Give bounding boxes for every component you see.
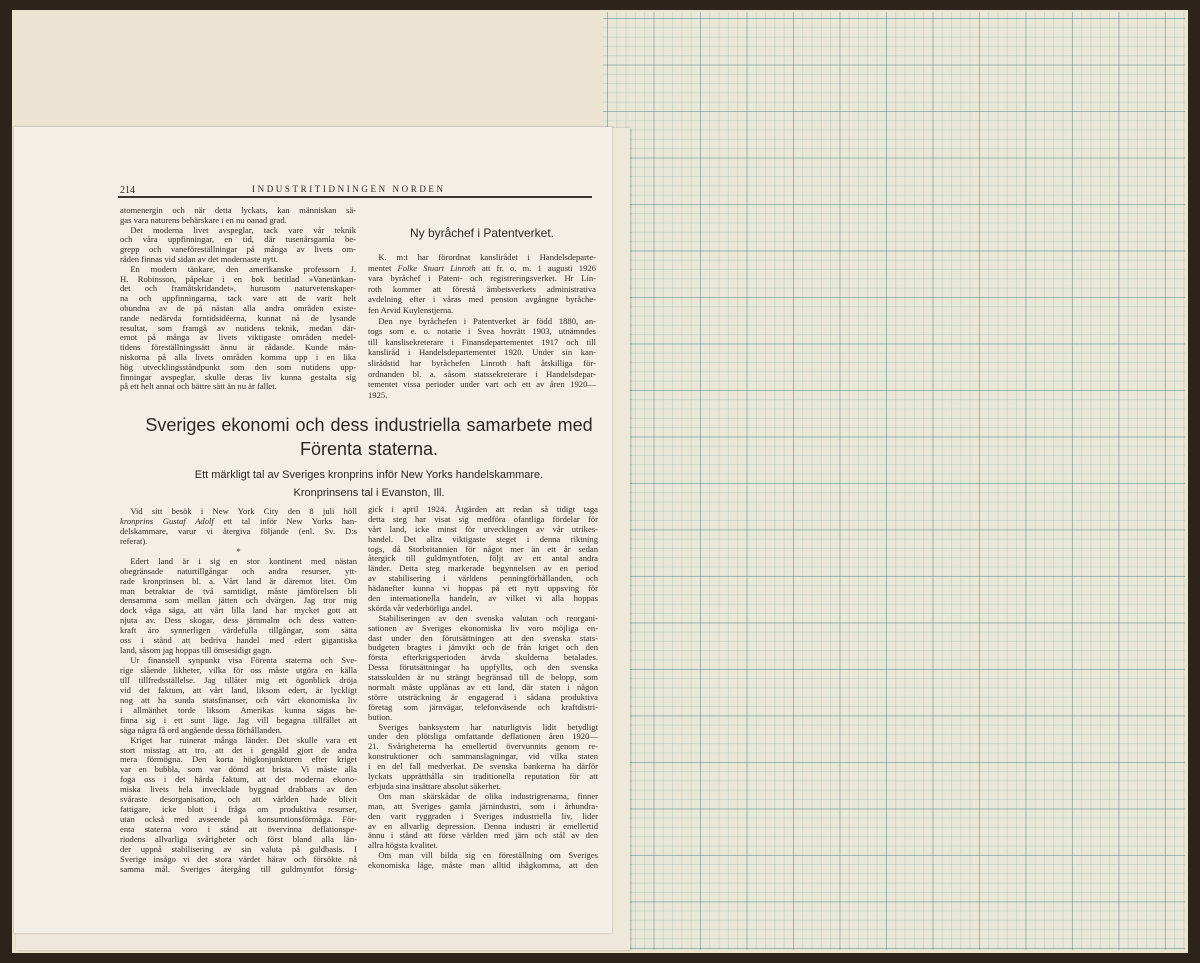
text-line: allra högsta kvalitet. bbox=[368, 840, 438, 851]
text-line: gas vara naturens behärskare i en nu oanad grad. bbox=[120, 214, 287, 225]
article-subtitle bbox=[140, 466, 598, 502]
text-line: hädanefter kunna vi hoppas på ett nytt uppsving för bbox=[368, 583, 598, 594]
article-left-column bbox=[120, 507, 357, 875]
text-line: erbjuda sina insättare absolut säkerhet. bbox=[368, 780, 501, 791]
text-line: handel. Det allra viktigaste steget i denna riktning bbox=[368, 533, 598, 544]
paragraph bbox=[368, 505, 598, 614]
text-line: gick i april 1924. Åtgärden att redan så tidigt taga bbox=[368, 504, 598, 514]
text-line: i en del fall medverkat. De svenska bankerna ha därför bbox=[368, 761, 598, 772]
text-line: resultat, som framgå av nutidens teknik, medan där- bbox=[120, 322, 356, 333]
text-line: man betraktar de två samtidigt, måste jämförelsen bli bbox=[120, 585, 357, 596]
text-line: 21. Svårigheterna ha emellertid övervunnits genom re- bbox=[368, 741, 598, 752]
paragraph bbox=[120, 226, 356, 265]
article-right-column bbox=[368, 505, 598, 871]
paragraph bbox=[368, 316, 596, 401]
text-line: K. m:t har förordnat kanslirådet i Handelsdeparte- bbox=[378, 252, 596, 262]
text-line: återgick till guldmyntfoten, följt av ett antal andra bbox=[368, 553, 598, 564]
paragraph bbox=[368, 723, 598, 792]
text-line: Det moderna livet avspeglar, tack vare vår teknik bbox=[130, 224, 356, 235]
text-line: kraft äro synnerligen värdefulla tillgångar, som sätta bbox=[120, 625, 357, 636]
text-line: fen Arvid Kuylenstjerna. bbox=[368, 304, 454, 315]
text-line: sationen av Sveriges ekonomiska liv voro möjliga en- bbox=[368, 622, 598, 633]
text-run: ett tal inför New Yorks han- bbox=[213, 515, 357, 526]
text-line: Stabiliseringen av den svenska valutan och reorgani- bbox=[378, 612, 598, 623]
text-line: vårt land, icke minst för utvecklingen av vår utrikes- bbox=[368, 523, 598, 534]
text-line: na och uppfinningarna, tack vare att de varit helt bbox=[120, 293, 356, 304]
text-line: Kriget har ruinerat många länder. Det skulle vara ett bbox=[130, 734, 357, 745]
text-line: tementet vissa perioder under vart och ett av åren 1920— bbox=[368, 379, 596, 390]
paragraph bbox=[120, 557, 357, 656]
text-line: obegränsade naturtillgångar och andra resurser, ytt- bbox=[120, 565, 357, 576]
text-line: riodens allvarliga svårigheter och först bland alla län- bbox=[120, 833, 357, 844]
text-line: land, såsom jag hoppas till ömsesidigt gagn. bbox=[120, 645, 272, 656]
text-line: av en allvarlig depression. Denna industri är emellertid bbox=[368, 820, 598, 831]
article-title-line: Sveriges ekonomi och dess industriella samarbete med bbox=[145, 415, 593, 435]
text-line: atomenergin och när detta lyckats, kan människan sä- bbox=[120, 205, 356, 215]
text-line: oss i stånd att bedriva handel med edert gigantiska bbox=[120, 635, 357, 646]
text-line: densamma som mellan jätten och dvärgen. Jag tror mig bbox=[120, 595, 357, 606]
text-line: niskorna på alla livets områden komma upp i en lika bbox=[120, 351, 356, 362]
text-line: obundna av de på nästan alla andra områden existe- bbox=[120, 302, 356, 313]
text-line: budgeten bragtes i jämvikt och de från kriget och den bbox=[368, 642, 598, 653]
paragraph bbox=[368, 792, 598, 851]
text-line: Edert land är i sig en stor kontinent med nästan bbox=[130, 555, 357, 566]
text-line: dast under den förutsättningen att den svenska stats- bbox=[368, 632, 598, 643]
italic-name: kronprins Gustaf Adolf bbox=[120, 515, 214, 526]
text-line: vid det faktum, att vårt land, liksom edert, är lyckligt bbox=[120, 684, 357, 695]
text-line: lyckats upprätthålla sin traditionella reputation för att bbox=[368, 771, 598, 782]
text-line: der uppnå stabilisering av sin valuta på guldbasis. I bbox=[120, 843, 357, 854]
text-line: Om man vill bilda sig en föreställning om Sveriges bbox=[378, 850, 598, 861]
text-line: till kanslisekreterare i Finansdepartementet 1917 och till bbox=[368, 336, 596, 347]
paragraph bbox=[368, 252, 596, 316]
text-line: råden finnas vid sidan av det modernaste nytt. bbox=[120, 253, 278, 264]
paragraph bbox=[368, 614, 598, 723]
text-line: Sverige insågo vi det stora värdet härav och försökte nå bbox=[120, 853, 357, 864]
article-subtitle-line: Ett märkligt tal av Sveriges kronprins inför New Yorks handelskammare. bbox=[194, 469, 544, 481]
text-line bbox=[368, 263, 596, 274]
publication-title: INDUSTRITIDNINGEN NORDEN bbox=[252, 184, 446, 194]
text-run: mentet bbox=[368, 262, 398, 273]
text-line: den varit ryggraden i Sveriges industriella liv, lider bbox=[368, 810, 598, 821]
text-line: En modern tänkare, den amerikanske professorn J. bbox=[130, 263, 356, 274]
text-line: av stabilisering i världens penningförhållanden, och bbox=[368, 573, 598, 584]
text-run: att fr. o. m. 1 augusti 1926 bbox=[475, 262, 596, 273]
text-line: slirådstid har byråchefen Linroth haft åtskilliga för- bbox=[368, 357, 596, 368]
text-line: första efterkrigsperioden ärvda skulderna betalades. bbox=[368, 652, 598, 663]
text-line: Ur finansiell synpunkt visa Förenta staterna och Sve- bbox=[130, 655, 357, 666]
text-line: referat). bbox=[120, 535, 148, 546]
text-line: i allmänhet torde liksom Amerikas kunna sägas be- bbox=[120, 704, 357, 715]
text-line: delskammare, varur vi återgiva följande (enl. Sv. D:s bbox=[120, 525, 357, 536]
text-line: finningar avspeglar, skulle deras liv kunna gestalta sig bbox=[120, 371, 356, 382]
text-line: njuta av. Dess skogar, dess järnmalm och dess vatten- bbox=[120, 615, 357, 626]
text-line: togs som e. o. notarie i Svea hovrätt 1903, utnämndes bbox=[368, 326, 596, 337]
paragraph bbox=[368, 851, 598, 871]
text-line: under den plötsliga omfattande deflationen åren 1920— bbox=[368, 731, 598, 742]
text-line: statsskulden är nu strängt begränsad till de belopp, som bbox=[368, 672, 598, 683]
text-line: rande nedärvda forntidsidéerna, kunnat nå de lysande bbox=[120, 312, 356, 323]
paragraph bbox=[120, 206, 356, 226]
italic-name: Folke Stuart Linroth bbox=[397, 262, 476, 273]
text-line: den internationella handeln, av vilket vi alla hoppas bbox=[368, 593, 598, 604]
intro-paragraph bbox=[120, 507, 357, 547]
text-line: stort misstag att tro, att det i gengäld gjort de andra bbox=[120, 744, 357, 755]
text-line: miska livets hela invecklade byggnad drabbats av den bbox=[120, 784, 357, 795]
text-line: samma mål. Sveriges återgång till guldmyntfot försig- bbox=[120, 863, 357, 874]
section-separator: * bbox=[236, 545, 241, 556]
text-line: och våra uppfinningar, en tid, där tusenårsgamla be- bbox=[120, 234, 356, 245]
text-line: konstruktioner och sammanslagningar, vid vilka staten bbox=[368, 751, 598, 762]
text-line: vara byråchef i Patent- och registreringsverket. Hr Lin- bbox=[368, 273, 596, 284]
text-line: emot på många av livets viktigaste områden medel- bbox=[120, 332, 356, 343]
text-line: var en bubbla, som var dömd att brista. Vi måste alla bbox=[120, 764, 357, 775]
text-line: avdelning efter i våras med pension avgångne byråche- bbox=[368, 294, 596, 305]
text-line: rade kronprinsen bl. a. Vårt land är däremot litet. Om bbox=[120, 575, 357, 586]
text-line: företag som järnvägar, telefonväsende och kraftdistri- bbox=[368, 701, 598, 712]
paragraph bbox=[120, 507, 357, 547]
text-line: länder. Detta steg markerade begynnelsen av en period bbox=[368, 563, 598, 574]
text-line: ekonomiska läge, måste man alltid ihågkomma, att den bbox=[368, 860, 598, 871]
text-line: grepp och vaneföreställningar på många av livets om- bbox=[120, 244, 356, 255]
text-line: skörda vår vederbörliga andel. bbox=[368, 602, 473, 613]
text-line: Sveriges banksystem har naturligtvis lidit betydligt bbox=[378, 721, 598, 732]
news-heading: Ny byråchef i Patentverket. bbox=[409, 226, 555, 240]
text-line: rige slående likheter, vilka för oss måste utgöra en källa bbox=[120, 665, 357, 675]
text-line: ordnanden bl. a. såsom statssekreterare i Handelsdepar- bbox=[368, 368, 596, 379]
text-line: fattigare, icke blott i fråga om produktiva resurser, bbox=[120, 804, 357, 815]
paragraph bbox=[120, 736, 357, 875]
text-line: bution. bbox=[368, 711, 393, 722]
text-line: säga några få ord angående dessa förhållanden. bbox=[120, 724, 283, 735]
text-line: foga oss i det hårda faktum, att det moderna ekono- bbox=[120, 774, 357, 785]
graph-paper bbox=[603, 12, 1185, 950]
article-title bbox=[140, 413, 598, 461]
text-line: till tillfredsställelse. Jag tillåter mig ett ögonblick dröja bbox=[120, 674, 357, 685]
news-column bbox=[368, 252, 596, 400]
text-line: man, att Sveriges gamla järnindustri, som i århundra- bbox=[368, 800, 598, 811]
text-line: det och framåtskridandet», hurusom naturvetenskaper- bbox=[120, 283, 356, 294]
text-line: enta staterna voro i stånd att övervinna deflationspe- bbox=[120, 824, 357, 834]
text-line: kansliråd i Handelsdepartementet 1920. Under sin kan- bbox=[368, 347, 596, 358]
article-subtitle-line: Kronprinsens tal i Evanston, Ill. bbox=[293, 487, 445, 499]
text-line: större utsträckning är engagerad i sådana produktiva bbox=[368, 691, 598, 702]
text-line: 1925. bbox=[368, 389, 388, 400]
text-line: nog att ha sunda statsfinanser, och vårt ekonomiska liv bbox=[120, 694, 357, 705]
text-line: Om man skärskådar de olika industrigrenarna, finner bbox=[378, 790, 598, 801]
text-line: mera förmögna. Den korta högkonjunkturen efter kriget bbox=[120, 754, 357, 765]
text-line: Dessa förutsättningar ha uppfyllts, och den svenska bbox=[368, 662, 598, 673]
paragraph bbox=[120, 265, 356, 392]
header-rule bbox=[118, 196, 592, 198]
text-line: H. Robinsson, påpekar i en bok betitlad »Vanetänkan- bbox=[120, 273, 356, 284]
text-line: detta steg har visat sig medföra ofantliga fördelar för bbox=[368, 513, 598, 524]
text-line: finna sig i ett sunt läge. Jag vill begagna tillfället att bbox=[120, 714, 357, 725]
paragraph bbox=[120, 656, 357, 736]
text-line: hög utvecklingsståndpunkt som den som nutidens upp- bbox=[120, 361, 356, 372]
text-line: normalt måste upplånas av ett land, där staten i någon bbox=[368, 682, 598, 693]
top-article-column bbox=[120, 206, 356, 392]
text-line: ännu i stånd att förse världen med järn och stål av den bbox=[368, 830, 598, 841]
text-line: svåraste desorganisation, och att världen hade blivit bbox=[120, 794, 357, 805]
text-line: tidens föreställningssätt ännu är rådande. Kunde män- bbox=[120, 342, 356, 353]
text-line: utan också med avseende på konsumtionsförmåga. För- bbox=[120, 814, 357, 825]
text-line: Den nye byråchefen i Patentverket är född 1880, an- bbox=[378, 315, 596, 326]
text-line: roth kommer att förestå ämbetsverkets administrativa bbox=[368, 283, 596, 294]
page-number: 214 bbox=[120, 185, 135, 196]
text-line: på ett helt annat och bättre sätt än nu är fallet. bbox=[120, 381, 277, 392]
text-line: togs, då Storbritannien för något mer än ett år sedan bbox=[368, 543, 598, 554]
text-line: Vid sitt besök i New York City den 8 juli höll bbox=[130, 506, 357, 516]
left-column-body bbox=[120, 557, 357, 875]
article-title-line: Förenta staterna. bbox=[299, 439, 439, 459]
text-line: dock våga säga, att vårt lilla land har mycket gott att bbox=[120, 605, 357, 616]
